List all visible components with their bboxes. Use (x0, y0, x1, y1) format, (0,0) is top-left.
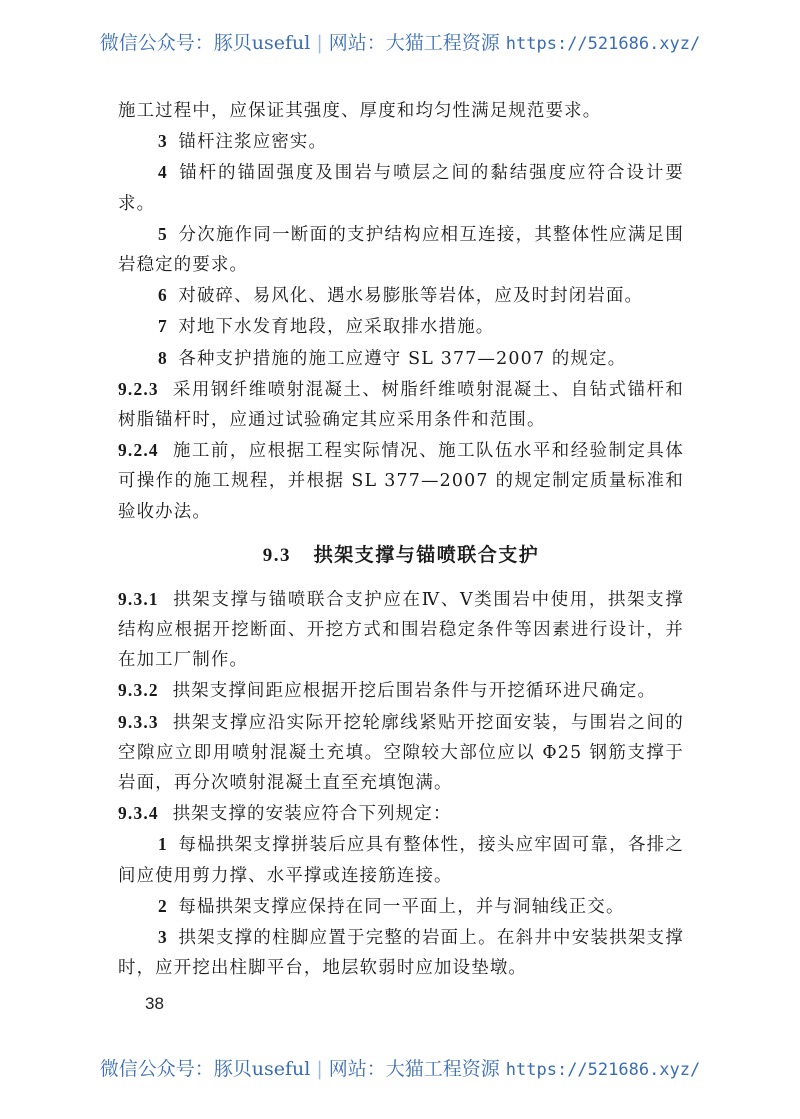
clause-number: 9.2.4 (118, 440, 159, 461)
item-number: 3 (158, 131, 168, 152)
item-text: 分次施作同一断面的支护结构应相互连接，其整体性应满足围岩稳定的要求。 (118, 224, 684, 276)
clause-text: 拱架支撑应沿实际开挖轮廓线紧贴开挖面安装，与围岩之间的空隙应立即用喷射混凝土充填。空隙较大部位应以 Φ25 钢筋支撑于岩面，再分次喷射混凝土直至充填饱满。 (118, 712, 684, 794)
watermark-separator: | (316, 32, 323, 54)
list-item (118, 219, 684, 280)
item-number: 4 (158, 162, 168, 183)
item-text: 各种支护措施的施工应遵守 SL 377—2007 的规定。 (178, 348, 627, 369)
section-number: 9.3 (262, 544, 291, 566)
clause-text: 施工前，应根据工程实际情况、施工队伍水平和经验制定具体可操作的施工规程，并根据 SL 377—2007 的规定制定质量标准和验收办法。 (118, 441, 684, 522)
item-text: 锚杆注浆应密实。 (178, 132, 328, 153)
item-number: 2 (158, 895, 168, 916)
list-item (118, 280, 684, 311)
clause-9-3-2 (118, 675, 684, 706)
list-item (118, 157, 684, 218)
clause-9-2-3 (118, 374, 684, 435)
wechat-label: 微信公众号：豚贝useful (99, 1058, 311, 1080)
document-body (118, 96, 684, 983)
list-item (118, 311, 684, 342)
item-number: 3 (158, 927, 168, 948)
footer-watermark (0, 1054, 800, 1081)
clause-number: 9.2.3 (118, 378, 159, 399)
item-text: 对破碎、易风化、遇水易膨胀等岩体，应及时封闭岩面。 (178, 286, 644, 307)
item-number: 8 (158, 347, 168, 368)
clause-number: 9.3.1 (118, 588, 159, 609)
list-item (118, 343, 684, 374)
lead-paragraph: 施工过程中，应保证其强度、厚度和均匀性满足规范要求。 (118, 101, 602, 121)
clause-number: 9.3.3 (118, 711, 159, 732)
site-url-link[interactable]: https://521686.xyz/ (505, 34, 701, 54)
list-item (118, 891, 684, 922)
list-item (118, 829, 684, 890)
header-watermark (0, 28, 800, 55)
item-text: 对地下水发育地段，应采取排水措施。 (178, 317, 495, 338)
item-number: 7 (158, 316, 168, 337)
list-item (118, 922, 684, 983)
item-number: 5 (158, 223, 168, 244)
clause-text: 拱架支撑与锚喷联合支护应在Ⅳ、Ⅴ类围岩中使用，拱架支撑结构应根据开挖断面、开挖方式和围岩稳定条件等因素进行设计，并在加工厂制作。 (118, 589, 684, 671)
item-text: 每榀拱架支撑拼装后应具有整体性，接头应牢固可靠，各排之间应使用剪力撑、水平撑或连接筋连接。 (118, 835, 684, 886)
item-number: 1 (158, 834, 168, 855)
clause-number: 9.3.2 (118, 680, 159, 701)
page-number: 38 (145, 994, 164, 1013)
section-heading (118, 540, 684, 571)
item-number: 6 (158, 285, 168, 306)
wechat-label: 微信公众号：豚贝useful (99, 32, 311, 54)
site-url-link[interactable]: https://521686.xyz/ (505, 1060, 701, 1080)
clause-9-3-4 (118, 798, 684, 829)
clause-text: 采用钢纤维喷射混凝土、树脂纤维喷射混凝土、自钻式锚杆和树脂锚杆时，应通过试验确定其应采用条件和范围。 (118, 379, 684, 431)
clause-text: 拱架支撑间距应根据开挖后围岩条件与开挖循环进尺确定。 (172, 681, 657, 702)
item-text: 锚杆的锚固强度及围岩与喷层之间的黏结强度应符合设计要求。 (118, 163, 684, 214)
clause-number: 9.3.4 (118, 803, 159, 824)
section-title: 拱架支撑与锚喷联合支护 (313, 543, 540, 566)
clause-9-3-3 (118, 707, 684, 799)
site-label: 网站：大猫工程资源 (328, 1058, 500, 1080)
clause-text: 拱架支撑的安装应符合下列规定： (172, 804, 452, 825)
clause-9-2-4 (118, 435, 684, 527)
site-label: 网站：大猫工程资源 (328, 32, 500, 54)
clause-9-3-1 (118, 584, 684, 676)
item-text: 每榀拱架支撑应保持在同一平面上，并与洞轴线正交。 (178, 896, 625, 917)
watermark-separator: | (316, 1058, 323, 1080)
item-text: 拱架支撑的柱脚应置于完整的岩面上。在斜井中安装拱架支撑时，应开挖出柱脚平台，地层软弱时应加设垫墩。 (118, 928, 684, 979)
list-item (118, 126, 684, 157)
